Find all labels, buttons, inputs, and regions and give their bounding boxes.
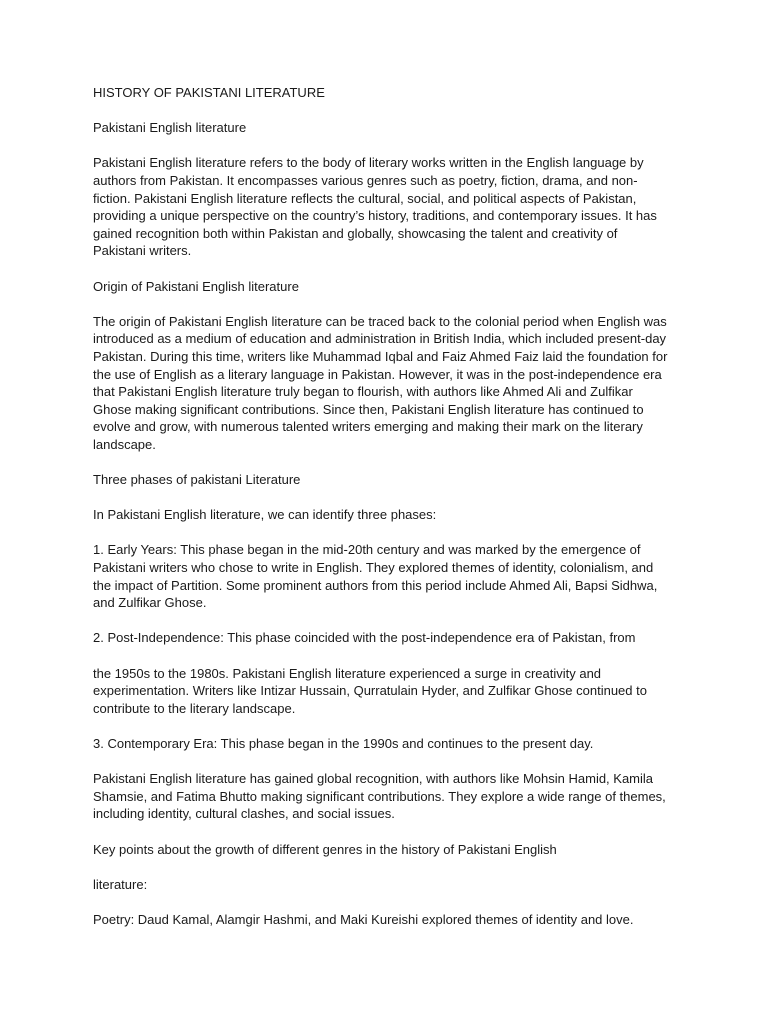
paragraph-origin: The origin of Pakistani English literature can be traced back to the colonial period when English was introduced as a medium of education and administration in British India, which included present-day Pakistan. During this time, writers like Muhammad Iqbal and Faiz Ahmed Faiz laid the foundation for the use of English as a literary language in Pakistan. However, it was in the post-independence era that Pakistani English literature truly began to flourish, with authors like Ahmed Ali and Zulfikar Ghose making significant contributions. Since then, Pakistani English literature has continued to evolve and grow, with numerous talented writers emerging and making their mark on the literary landscape. [93,313,668,452]
heading-pakistani-english-literature: Pakistani English literature [93,120,247,136]
heading-origin: Origin of Pakistani English literature [93,278,299,294]
paragraph-phases-intro: In Pakistani English literature, we can identify three phases: [93,507,437,523]
paragraph-phase-2-continued: the 1950s to the 1980s. Pakistani English literature experienced a surge in creativity and experimentation. Writers like Intizar Hussain, Qurratulain Hyder, and Zulfikar Ghose continued to contribute to the literary landscape. [93,665,647,716]
document-page [93,84,673,946]
paragraph-phase-3: 3. Contemporary Era: This phase began in the 1990s and continues to the present day. [93,735,594,751]
paragraph-global-recognition: Pakistani English literature has gained global recognition, with authors like Mohsin Hamid, Kamila Shamsie, and Fatima Bhutto making significant contributions. They explore a wide range of themes, including identity, cultural clashes, and social issues. [93,771,666,822]
paragraph-genres-intro: Key points about the growth of different genres in the history of Pakistani English [93,841,557,857]
heading-three-phases: Three phases of pakistani Literature [93,472,301,488]
paragraph-phase-2-start: 2. Post-Independence: This phase coincided with the post-independence era of Pakistan, from [93,630,636,646]
paragraph-phase-1: 1. Early Years: This phase began in the mid-20th century and was marked by the emergence of Pakistani writers who chose to write in English. They explored themes of identity, colonialism, and the impact of Partition. Some prominent authors from this period include Ahmed Ali, Bapsi Sidhwa, and Zulfikar Ghose. [93,542,658,611]
paragraph-poetry: Poetry: Daud Kamal, Alamgir Hashmi, and Maki Kureishi explored themes of identity and love. [93,911,634,927]
paragraph-definition: Pakistani English literature refers to the body of literary works written in the English language by authors from Pakistan. It encompasses various genres such as poetry, fiction, drama, and non-fiction. Pakistani English literature reflects the cultural, social, and political aspects of Pakistan, providing a unique perspective on the country’s history, traditions, and contemporary issues. It has gained recognition both within Pakistan and globally, showcasing the talent and creativity of Pakistani writers. [93,155,657,259]
paragraph-genres-intro-continued: literature: [93,876,148,892]
document-title: HISTORY OF PAKISTANI LITERATURE [93,85,325,100]
